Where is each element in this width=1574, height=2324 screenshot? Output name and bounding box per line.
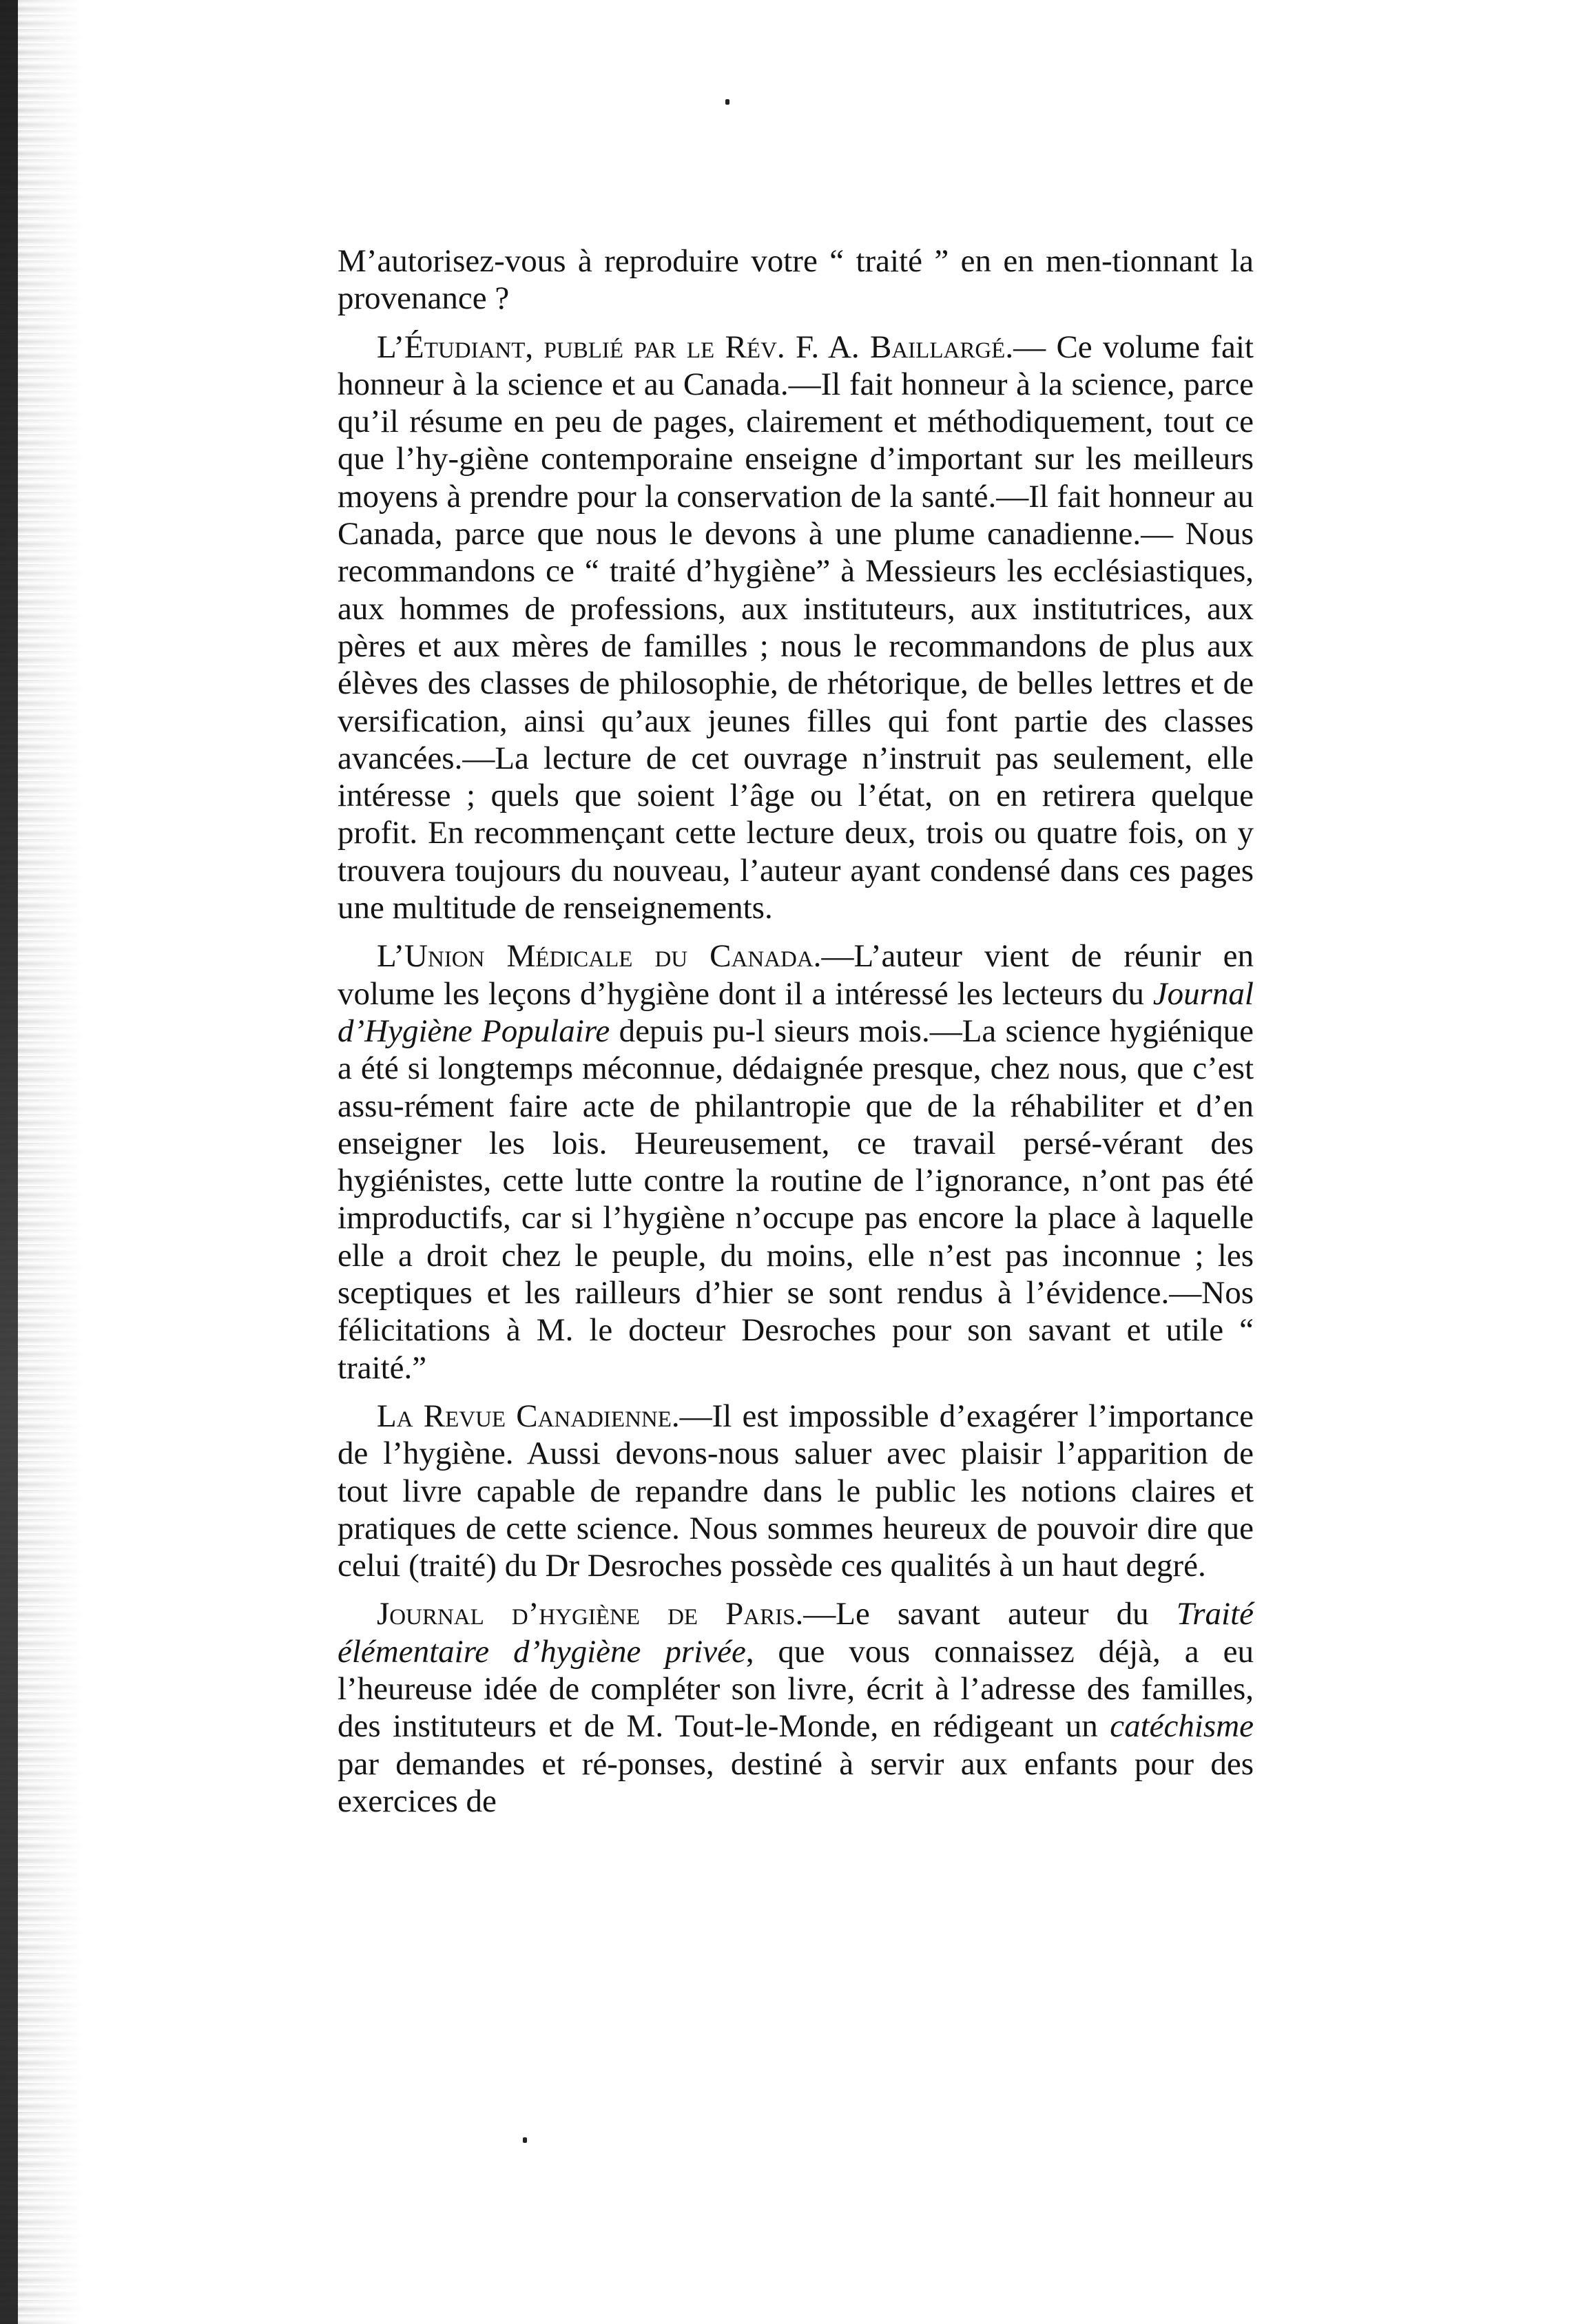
text-run: —Il est impossible d’exagérer l’importance de l’hygiène. Aussi devons-nous saluer avec plaisir l’apparition de tout livre capable de repandre dans le public les notions claires et pratiques de cette science. Nous sommes heureux de pouvoir dire que celui (traité) du Dr Desroches possède ces qualités à un haut degré. xyxy=(338,1398,1254,1584)
text-run: M’autorisez-vous à reproduire votre “ traité ” en en men-tionnant la provenance ? xyxy=(338,243,1254,317)
text-run: par demandes et ré-ponses, destiné à servir aux enfants pour des exercices de xyxy=(338,1745,1254,1819)
scan-speck xyxy=(523,2137,527,2143)
text-run: —L’auteur vient de réunir en volume les leçons d’hygiène dont il a intéressé les lecteurs du xyxy=(338,938,1254,1012)
scan-binding-edge xyxy=(0,0,18,2324)
paragraph-union-medicale xyxy=(338,937,1254,1387)
emphasis-word: catéchisme xyxy=(1110,1708,1254,1745)
book-title: Traité élémentaire d’hygiène privée xyxy=(338,1596,1254,1670)
text-run: —Le savant auteur du xyxy=(803,1596,1177,1632)
source-heading: L’Union Médicale du Canada. xyxy=(377,938,822,975)
scan-speck xyxy=(725,99,729,105)
source-heading: Journal d’hygiène de Paris. xyxy=(377,1596,804,1632)
text-run: depuis pu-l sieurs mois.—La science hygiénique a été si longtemps méconnue, dédaignée presque, chez nous, que c’est assu-rément faire acte de philantropie que de la réhabiliter et d’en enseigner les lois. Heureusement, ce travail persé-vérant des hygiénistes, cette lutte contre la routine de l’ignorance, n’ont pas été improductifs, car si l’hygiène n’occupe pas encore la place à laquelle elle a droit chez le peuple, du moins, elle n’est pas inconnue ; les sceptiques et les railleurs d’hier se sont rendus à l’évidence.—Nos félicitations à M. le docteur Desroches pour son savant et utile “ traité.” xyxy=(338,1013,1254,1386)
text-run: , que vous connaissez déjà, a eu l’heureuse idée de compléter son livre, écrit à l’adresse des familles, des instituteurs et de M. Tout-le-Monde, en rédigeant un xyxy=(338,1633,1254,1745)
source-heading: La Revue Canadienne. xyxy=(377,1398,680,1434)
source-heading: L’Étudiant, publié par le Rév. F. A. Baillargé. xyxy=(377,329,1014,365)
paragraph-journal-hygiene-paris xyxy=(338,1595,1254,1820)
paragraph-etudiant xyxy=(338,329,1254,927)
paragraph-revue-canadienne xyxy=(338,1398,1254,1584)
text-run: — Ce volume fait honneur à la science et au Canada.—Il fait honneur à la science, parce qu’il résume en peu de pages, clairement et méthodiquement, tout ce que l’hy-giène contemporaine enseigne d’important sur les meilleurs moyens à prendre pour la conservation de la santé.—Il fait honneur au Canada, parce que nous le devons à une plume canadienne.— Nous recommandons ce “ traité d’hygiène” à Messieurs les ecclésiastiques, aux hommes de professions, aux instituteurs, aux institutrices, aux pères et aux mères de familles ; nous le recommandons de plus aux élèves des classes de philosophie, de rhétorique, de belles lettres et de versification, ainsi qu’aux jeunes filles qui font partie des classes avancées.—La lecture de cet ouvrage n’instruit pas seulement, elle intéresse ; quels que soient l’âge ou l’état, on en retirera quelque profit. En recommençant cette lecture deux, trois ou quatre fois, on y trouvera toujours du nouveau, l’auteur ayant condensé dans ces pages une multitude de renseignements. xyxy=(338,329,1254,926)
paragraph-1 xyxy=(338,242,1254,318)
page-body xyxy=(338,242,1254,1831)
journal-title: Journal d’Hygiène Populaire xyxy=(338,975,1254,1049)
